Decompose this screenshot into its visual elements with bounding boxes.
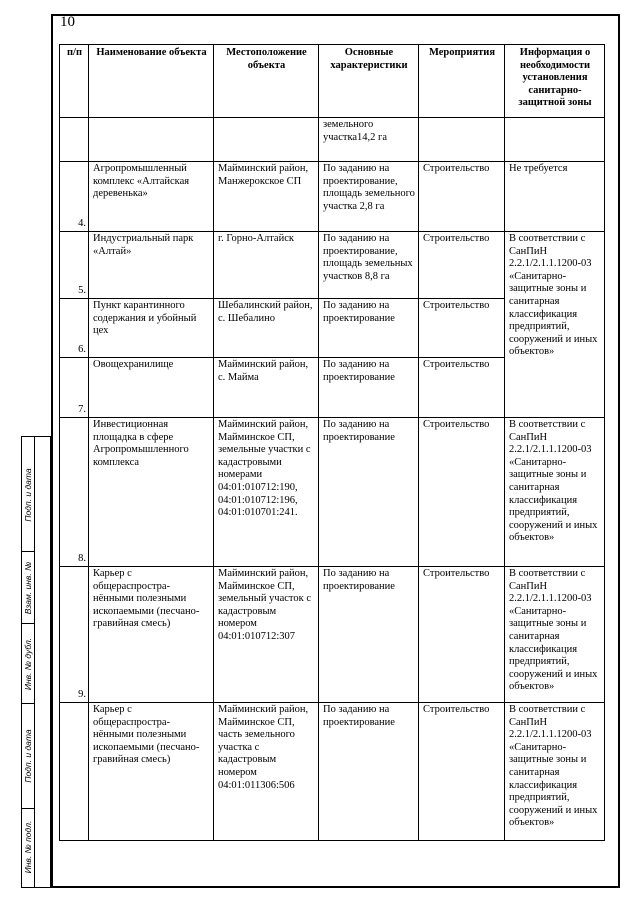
stamp-cell: [22, 437, 34, 552]
stamp-label: Взам. инв. №: [23, 561, 33, 615]
cell-num: [60, 703, 89, 841]
stamp-divider: [34, 437, 35, 887]
table-row: [60, 162, 605, 232]
table-cell: [505, 118, 605, 162]
table-cell: [419, 118, 505, 162]
cell-characteristics: По заданию на проектирование, площадь земельных участков 8,8 га: [319, 232, 419, 299]
cell-location: г. Горно-Алтайск: [214, 232, 319, 299]
cell-info: В соответствии с СанПиН 2.2.1/2.1.1.1200-03 «Санитарно-защитные зоны и санитарная классификация предприятий, сооружений и иных объектов»: [505, 232, 605, 418]
table-row: [60, 418, 605, 567]
header-characteristics: Основные характеристики: [319, 45, 419, 118]
header-num: п/п: [60, 45, 89, 118]
cell-location: Майминский район, Майминское СП, часть земельного участка с кадастровым номером 04:01:011306:506: [214, 703, 319, 841]
cell-measures: Строительство: [419, 162, 505, 232]
cell-name: Инвестиционная площадка в сфере Агропромышленного комплекса: [89, 418, 214, 567]
cell-name: Карьер с общераспростра-нёнными полезными ископаемыми (песчано-гравийная смесь): [89, 703, 214, 841]
objects-table: [59, 44, 605, 841]
cell-name: Овощехранилище: [89, 358, 214, 418]
cell-location: Майминский район, Майминское СП, земельный участок с кадастровым номером 04:01:010712:307: [214, 567, 319, 703]
page-number: 10: [60, 14, 75, 30]
cell-measures: Строительство: [419, 418, 505, 567]
cell-characteristics: По заданию на проектирование: [319, 299, 419, 358]
cell-info: В соответствии с СанПиН 2.2.1/2.1.1.1200-03 «Санитарно-защитные зоны и санитарная классификация предприятий, сооружений и иных объектов»: [505, 418, 605, 567]
cell-measures: Строительство: [419, 567, 505, 703]
cell-info: В соответствии с СанПиН 2.2.1/2.1.1.1200-03 «Санитарно-защитные зоны и санитарная классификация предприятий, сооружений и иных объектов»: [505, 703, 605, 841]
header-info: Информация о необходимости установления санитарно-защитной зоны: [505, 45, 605, 118]
cell-name: Карьер с общераспростра-нёнными полезными ископаемыми (песчано-гравийная смесь): [89, 567, 214, 703]
cell-num: 9.: [60, 567, 89, 703]
stamp-label: Подп. и дата: [23, 468, 33, 522]
header-measures: Мероприятия: [419, 45, 505, 118]
table-cell: [214, 118, 319, 162]
table-row: [60, 703, 605, 841]
header-location: Местоположение объекта: [214, 45, 319, 118]
table-cell: [60, 118, 89, 162]
cell-name: Индустриальный парк «Алтай»: [89, 232, 214, 299]
cell-measures: Строительство: [419, 299, 505, 358]
cell-info: В соответствии с СанПиН 2.2.1/2.1.1.1200-03 «Санитарно-защитные зоны и санитарная классификация предприятий, сооружений и иных объектов»: [505, 567, 605, 703]
cell-num: 8.: [60, 418, 89, 567]
continuation-row: [60, 118, 605, 162]
cell-characteristics: По заданию на проектирование, площадь земельного участка 2,8 га: [319, 162, 419, 232]
stamp-cell: [22, 624, 34, 704]
cell-characteristics: По заданию на проектирование: [319, 567, 419, 703]
cell-num: 5.: [60, 232, 89, 299]
cell-measures: Строительство: [419, 703, 505, 841]
cell-name: Агропромышленный комплекс «Алтайская деревенька»: [89, 162, 214, 232]
cell-name: Пункт карантинного содержания и убойный цех: [89, 299, 214, 358]
cell-num: 6.: [60, 299, 89, 358]
cell-characteristics: По заданию на проектирование: [319, 418, 419, 567]
stamp-cell: [22, 809, 34, 886]
table-row: [60, 232, 605, 299]
cell-location: Шебалинский район, с. Шебалино: [214, 299, 319, 358]
title-block-stamp: [21, 436, 51, 888]
table-row: [60, 567, 605, 703]
stamp-label: Подп. и дата: [23, 729, 33, 783]
cell-location: Майминский район, Манжерокское СП: [214, 162, 319, 232]
cell-characteristics: земельного участка14,2 га: [319, 118, 419, 162]
table-header-row: [60, 45, 605, 118]
cell-info: Не требуется: [505, 162, 605, 232]
cell-measures: Строительство: [419, 232, 505, 299]
cell-num: 7.: [60, 358, 89, 418]
stamp-cell: [22, 704, 34, 809]
stamp-label: Инв. № дубл.: [23, 637, 33, 691]
cell-characteristics: По заданию на проектирование: [319, 358, 419, 418]
cell-num: 4.: [60, 162, 89, 232]
cell-characteristics: По заданию на проектирование: [319, 703, 419, 841]
cell-location: Майминский район, Майминское СП, земельные участки с кадастровыми номерами 04:01:010712:190, 04:01:010712:196, 04:01:010701:241.: [214, 418, 319, 567]
cell-measures: Строительство: [419, 358, 505, 418]
header-name: Наименование объекта: [89, 45, 214, 118]
table-cell: [89, 118, 214, 162]
stamp-label: Инв. № подл.: [23, 820, 33, 874]
cell-location: Майминский район, с. Майма: [214, 358, 319, 418]
